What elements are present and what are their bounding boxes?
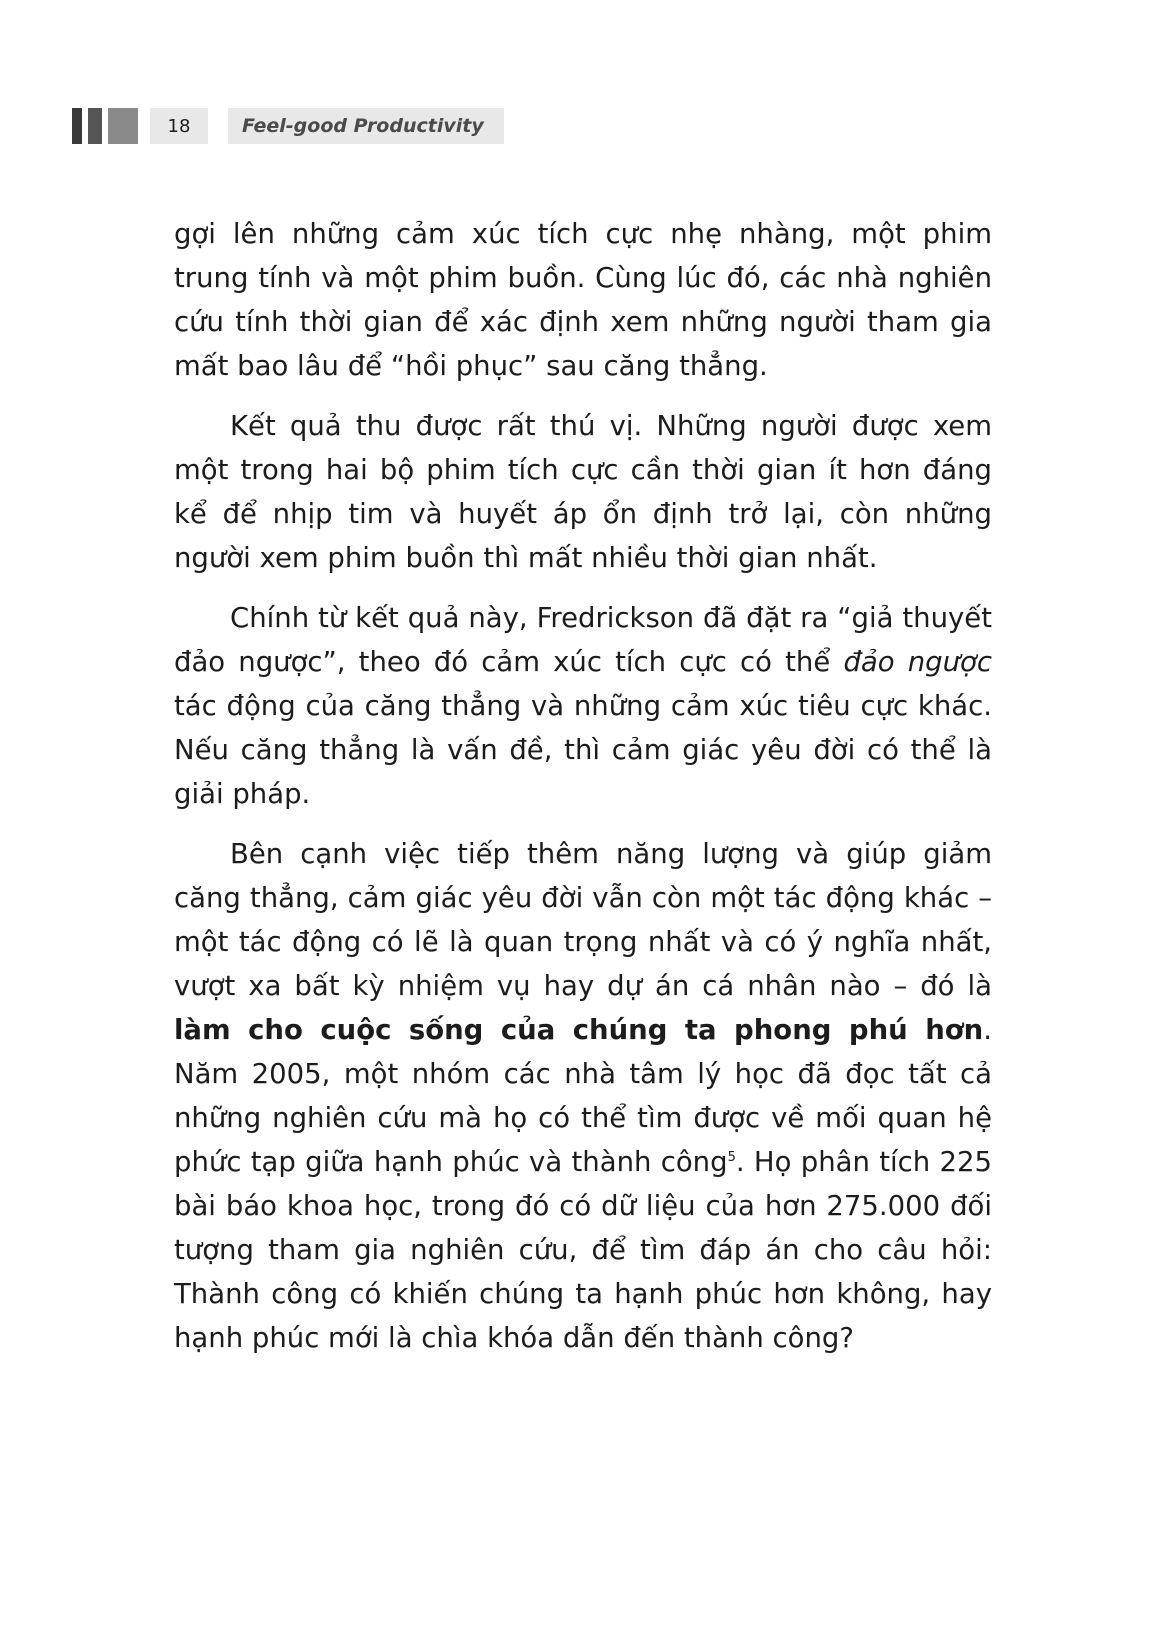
header-decor-bar xyxy=(88,108,102,144)
paragraph-4-text: . Năm 2005, một nhóm các nhà tâm lý học đã đọc tất cả những nghiên cứu mà họ có thể tìm được về mối quan hệ phức tạp giữa hạnh phúc và thành công xyxy=(174,1014,992,1178)
header-decor-bar xyxy=(108,108,138,144)
footnote-marker: 5 xyxy=(727,1149,736,1165)
paragraph-1: gợi lên những cảm xúc tích cực nhẹ nhàng, một phim trung tính và một phim buồn. Cùng lúc đó, các nhà nghiên cứu tính thời gian để xác định xem những người tham gia mất bao lâu để “hồi phục” sau căng thẳng. xyxy=(174,218,992,382)
running-title: Feel-good Productivity xyxy=(228,108,504,144)
paragraph-2: Kết quả thu được rất thú vị. Những người được xem một trong hai bộ phim tích cực cần thời gian ít hơn đáng kể để nhịp tim và huyết áp ổn định trở lại, còn những người xem phim buồn thì mất nhiều thời gian nhất. xyxy=(174,410,992,574)
italic-phrase: đảo ngược xyxy=(843,646,992,678)
paragraph-4-text: Bên cạnh việc tiếp thêm năng lượng và giúp giảm căng thẳng, cảm giác yêu đời vẫn còn một tác động khác – một tác động có lẽ là quan trọng nhất và có ý nghĩa nhất, vượt xa bất kỳ nhiệm vụ hay dự án cá nhân nào – đó là xyxy=(174,838,992,1002)
header-decor-bar xyxy=(72,108,82,144)
paragraph-3 xyxy=(174,596,992,816)
bold-phrase: làm cho cuộc sống của chúng ta phong phú hơn xyxy=(174,1014,984,1046)
paragraph-3-text: Chính từ kết quả này, Fredrickson đã đặt ra “giả thuyết đảo ngược”, theo đó cảm xúc tích cực có thể xyxy=(174,602,992,678)
page-header xyxy=(72,108,504,144)
paragraph-4-text: . Họ phân tích 225 bài báo khoa học, trong đó có dữ liệu của hơn 275.000 đối tượng tham gia nghiên cứu, để tìm đáp án cho câu hỏi: Thành công có khiến chúng ta hạnh phúc hơn không, hay hạnh phúc mới là chìa khóa dẫn đến thành công? xyxy=(174,1146,992,1354)
body-text xyxy=(174,212,992,1376)
paragraph-3-text: tác động của căng thẳng và những cảm xúc tiêu cực khác. Nếu căng thẳng là vấn đề, thì cảm giác yêu đời có thể là giải pháp. xyxy=(174,690,992,810)
paragraph-4 xyxy=(174,832,992,1360)
page-number: 18 xyxy=(150,108,208,144)
